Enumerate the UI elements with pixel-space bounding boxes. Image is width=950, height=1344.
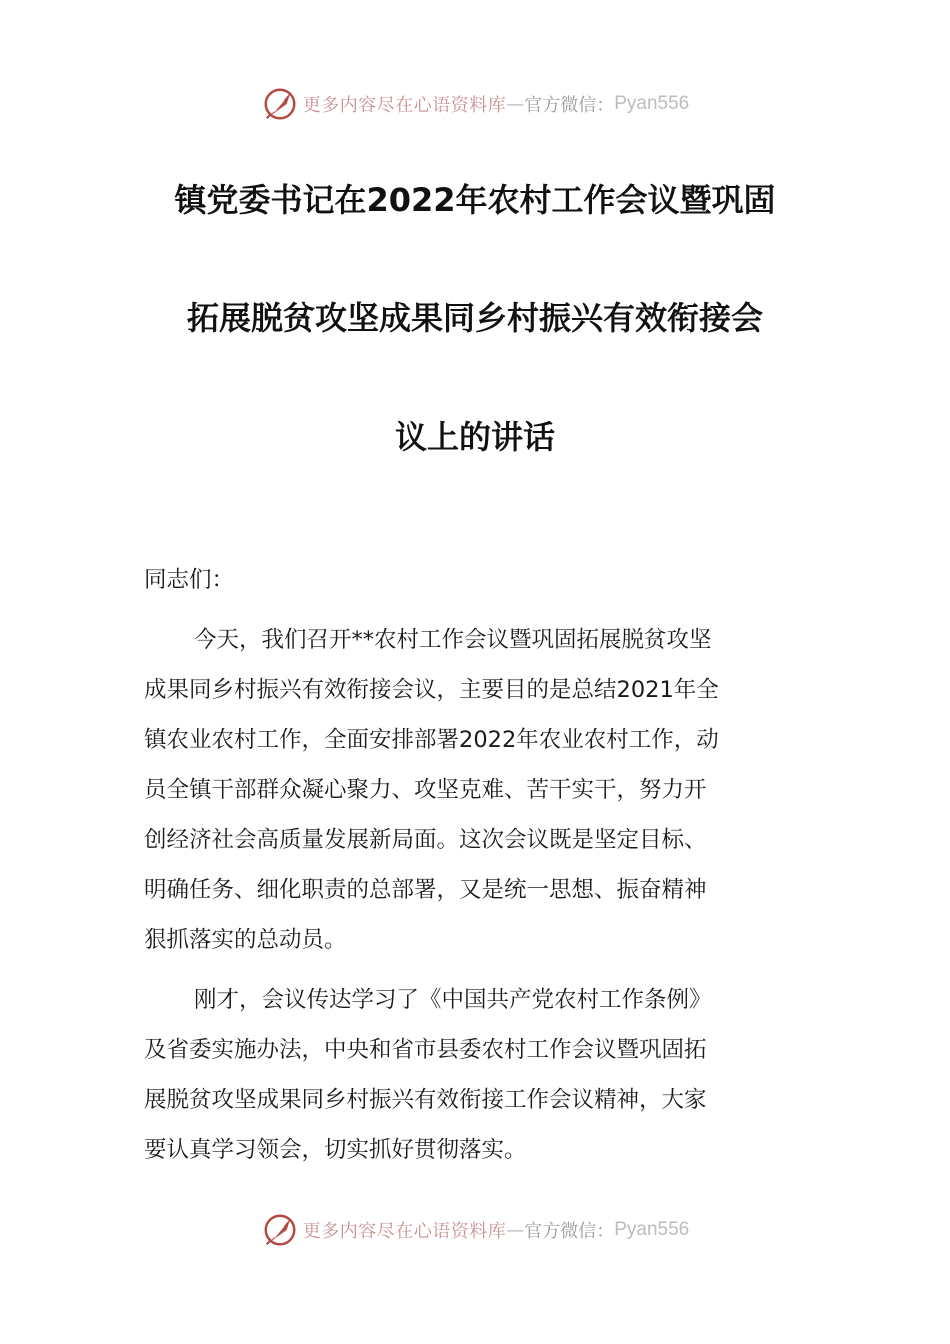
quill-pen-logo-icon (261, 85, 299, 123)
banner-slogan: 更多内容尽在心语资料库 (302, 1221, 507, 1242)
paragraph-2-line: 刚才，会议传达学习了《中国共产党农村工作条例》 (194, 987, 712, 1013)
document-title-line-1: 镇党委书记在2022年农村工作会议暨巩固 (174, 181, 776, 219)
banner-wechat-id: Pyan556 (614, 1219, 690, 1240)
document-title-line-3: 议上的讲话 (394, 418, 555, 456)
paragraph-2-line: 展脱贫攻坚成果同乡村振兴有效衔接工作会议精神，大家 (144, 1087, 707, 1113)
document-title-line-2: 拓展脱贫攻坚成果同乡村振兴有效衔接会 (186, 299, 763, 337)
salutation: 同志们： (144, 567, 235, 593)
banner-wechat-label: 官方微信： (524, 1221, 615, 1242)
paragraph-1-line: 员全镇干部群众凝心聚力、攻坚克难、苦干实干，努力开 (144, 777, 707, 803)
paragraph-1-line: 今天，我们召开**农村工作会议暨巩固拓展脱贫攻坚 (194, 627, 712, 653)
banner-dash: — (506, 1219, 525, 1241)
banner-wechat-id: Pyan556 (614, 93, 690, 114)
header-banner (0, 82, 950, 126)
paragraph-1-line: 明确任务、细化职责的总部署，又是统一思想、振奋精神 (144, 877, 707, 903)
quill-pen-logo-icon (261, 1211, 299, 1249)
paragraph-1-line: 创经济社会高质量发展新局面。这次会议既是坚定目标、 (144, 827, 707, 853)
paragraph-1-line: 镇农业农村工作，全面安排部署2022年农业农村工作，动 (144, 727, 719, 753)
paragraph-2-line: 要认真学习领会，切实抓好贯彻落实。 (144, 1137, 527, 1163)
banner-dash: — (506, 93, 525, 115)
banner-slogan: 更多内容尽在心语资料库 (302, 95, 507, 116)
footer-banner (0, 1208, 950, 1252)
paragraph-1-line: 成果同乡村振兴有效衔接会议，主要目的是总结2021年全 (144, 677, 719, 703)
banner-wechat-label: 官方微信： (524, 95, 615, 116)
paragraph-1-line: 狠抓落实的总动员。 (144, 927, 347, 953)
paragraph-2-line: 及省委实施办法，中央和省市县委农村工作会议暨巩固拓 (144, 1037, 707, 1063)
